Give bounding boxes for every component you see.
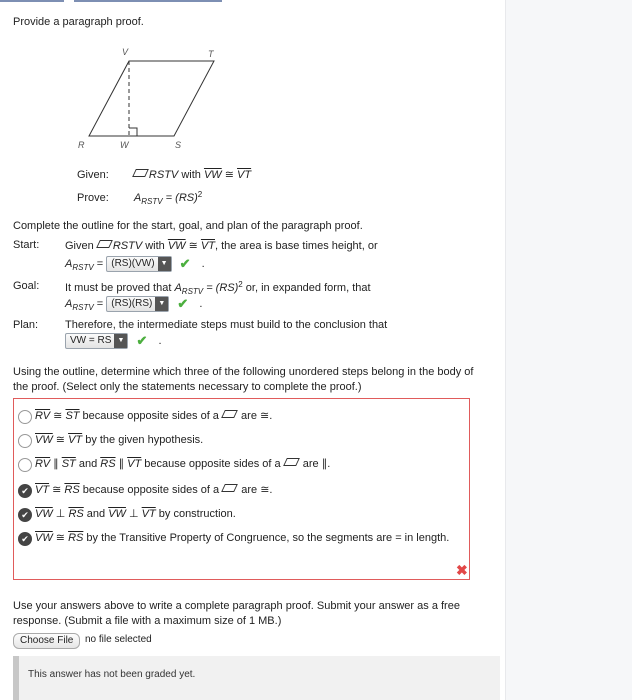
given-seg1: $\overline{VW}$: [203, 169, 222, 181]
start-with: with: [145, 240, 165, 252]
checkbox[interactable]: [18, 458, 32, 472]
choice-text: $\overline{VT}$ ≅ $\overline{RS}$ because opposite sides of a are ≅.: [35, 484, 273, 496]
goal-select[interactable]: [106, 296, 169, 312]
prove-sup: 2: [197, 190, 203, 199]
goal-eq2: =: [96, 297, 104, 310]
given-seg2: $\overline{VT}$: [237, 169, 252, 181]
question-prompt: Provide a paragraph proof.: [13, 16, 144, 28]
goal-eq: = (RS): [206, 282, 239, 294]
top-accent-bar: [0, 0, 64, 2]
checkbox-checked[interactable]: ✔: [18, 508, 32, 522]
prove-eq: = (RS): [165, 192, 198, 204]
parallelogram-icon: [96, 240, 113, 248]
choose-file-button[interactable]: Choose File: [13, 633, 80, 649]
plan-select-value: VW = RS: [70, 335, 112, 346]
start-sub: RSTV: [72, 262, 94, 272]
x-mark-icon: ✖: [456, 562, 468, 578]
top-accent-bar: [74, 0, 222, 2]
start-a: A: [65, 257, 73, 270]
start-rest: , the area is base times height, or: [214, 240, 378, 252]
label-s: S: [175, 140, 182, 150]
steps-choice-list: [13, 398, 470, 580]
steps-intro: Using the outline, determine which three of the following unordered steps belong in the body of the proof. (Select only the statements necessary to complete the proof.): [13, 366, 474, 393]
plan-label: Plan:: [13, 319, 39, 331]
choice-text: $\overline{VW}$ ≅ $\overline{VT}$ by the given hypothesis.: [35, 434, 204, 446]
start-seg1: $\overline{VW}$: [167, 240, 186, 252]
prove-label: Prove:: [77, 192, 109, 204]
parallelogram-icon: [221, 410, 238, 418]
goal-sub: RSTV: [181, 287, 204, 296]
start-cong: ≅: [188, 240, 198, 252]
goal-sup: 2: [238, 280, 243, 289]
goal-select-value: (RS)(RS): [111, 298, 153, 309]
goal-rest: or, in expanded form, that: [242, 282, 371, 294]
label-v: V: [122, 47, 129, 57]
parallelogram-icon: [283, 458, 300, 466]
goal-a: A: [174, 282, 182, 294]
given-with: with: [181, 169, 201, 181]
checkbox[interactable]: [18, 410, 32, 424]
upload-instructions: Use your answers above to write a complete paragraph proof. Submit your answer as a free response. (Submit a file with a maximum size of 1 MB.): [13, 600, 460, 627]
checkmark-icon: ✔: [179, 256, 191, 271]
plan-formula: [65, 333, 162, 349]
start-seg2: $\overline{VT}$: [200, 240, 215, 252]
parallelogram-icon: [132, 169, 149, 177]
given-cong: ≅: [224, 169, 234, 181]
start-eq: =: [96, 257, 104, 270]
plan-text: Therefore, the intermediate steps must build to the conclusion that: [65, 319, 388, 331]
checkbox-checked[interactable]: ✔: [18, 532, 32, 546]
given-label: Given:: [77, 169, 109, 181]
chevron-down-icon: ▼: [155, 297, 168, 311]
label-t: T: [208, 49, 214, 59]
checkbox-checked[interactable]: ✔: [18, 484, 32, 498]
checkbox[interactable]: [18, 434, 32, 448]
checkmark-icon: ✔: [177, 296, 189, 311]
prove-row: [77, 190, 202, 206]
start-line: [65, 239, 495, 252]
chevron-down-icon: ▼: [114, 334, 127, 348]
right-angle-mark: [129, 128, 137, 136]
goal-text: It must be proved that: [65, 282, 172, 294]
choice-text: $\overline{VW}$ ⊥ $\overline{RS}$ and $\overline{VW}$ ⊥ $\overline{VT}$ by construction.: [35, 508, 236, 520]
parallelogram-icon: [221, 484, 238, 492]
start-given: Given: [65, 240, 94, 252]
choice-text: $\overline{VW}$ ≅ $\overline{RS}$ by the Transitive Property of Congruence, so the segments are = in length.: [35, 532, 450, 544]
start-formula: [65, 256, 205, 272]
parallelogram-figure: [77, 46, 232, 151]
goal-a2: A: [65, 297, 73, 310]
chevron-down-icon: ▼: [158, 257, 171, 271]
given-shape: RSTV: [148, 169, 179, 181]
plan-select[interactable]: [65, 333, 128, 349]
start-label: Start:: [13, 239, 40, 251]
goal-label: Goal:: [13, 280, 40, 292]
start-select[interactable]: [106, 256, 171, 272]
label-w: W: [120, 140, 129, 150]
checkmark-icon: ✔: [136, 333, 148, 348]
outline-intro: Complete the outline for the start, goal, and plan of the paragraph proof.: [13, 220, 363, 232]
goal-line: [65, 280, 495, 296]
goal-formula: [65, 296, 202, 312]
prove-sub: RSTV: [141, 197, 163, 206]
parallelogram-rstv: [89, 61, 214, 136]
goal-sub2: RSTV: [72, 302, 94, 312]
start-dot: .: [201, 257, 205, 270]
start-select-value: (RS)(VW): [111, 258, 155, 269]
choice-text: $\overline{RV}$ ≅ $\overline{ST}$ because opposite sides of a are ≅.: [35, 410, 273, 422]
plan-dot: .: [158, 334, 162, 347]
grading-status-text: This answer has not been graded yet.: [28, 669, 196, 680]
right-panel: [505, 0, 632, 700]
grading-status-box: [13, 656, 500, 700]
prove-a: A: [133, 192, 142, 204]
choice-text: $\overline{RV}$ ∥ $\overline{ST}$ and $\overline{RS}$ ∥ $\overline{VT}$ because opposite sides of a are ∥.: [35, 458, 331, 470]
label-r: R: [78, 140, 85, 150]
question-panel: [7, 6, 500, 700]
start-shape: RSTV: [112, 240, 143, 252]
file-status: no file selected: [85, 634, 152, 645]
given-row: [77, 168, 251, 181]
goal-dot: .: [199, 297, 203, 310]
